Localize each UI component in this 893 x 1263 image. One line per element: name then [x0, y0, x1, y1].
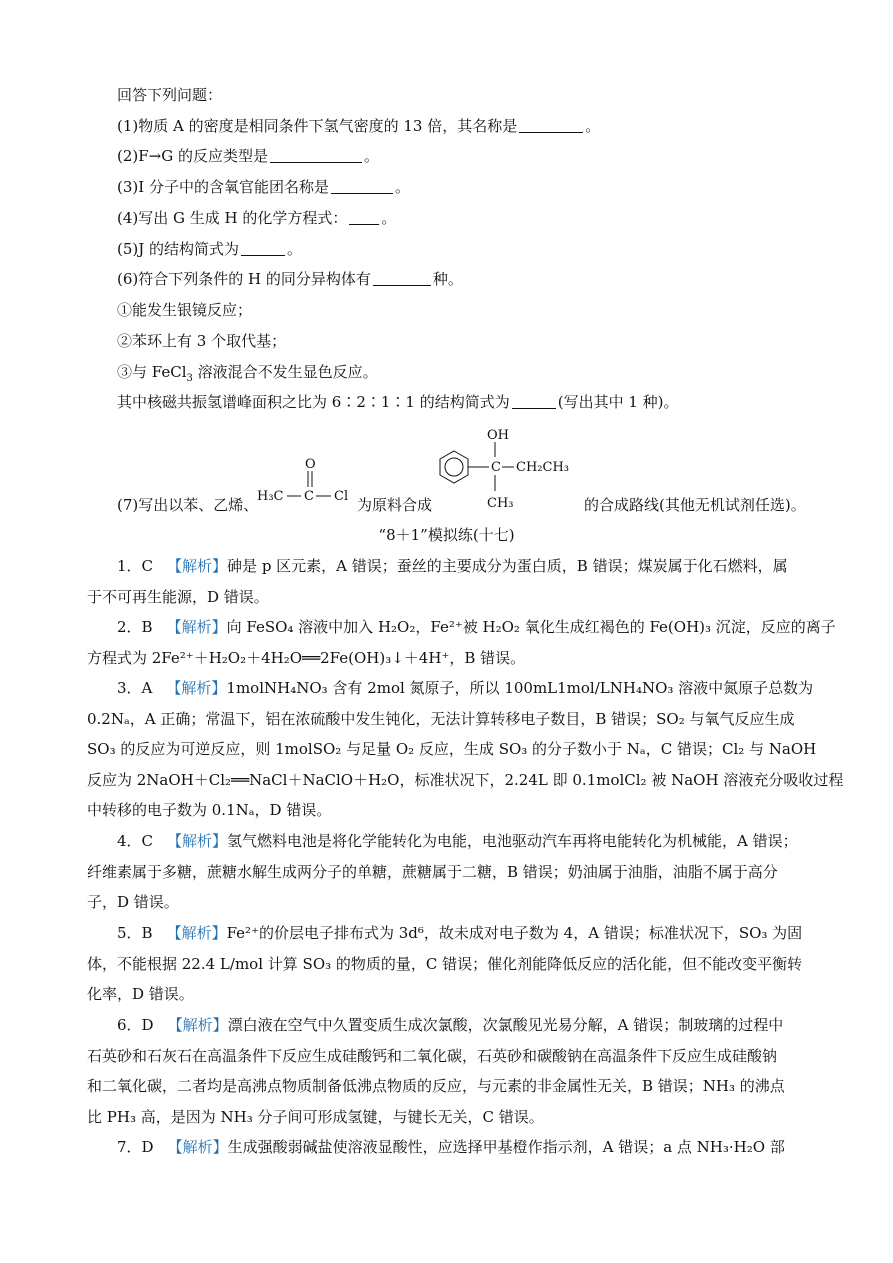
answer-text-line: 纤维素属于多糖，蔗糖水解生成两分子的单糖，蔗糖属于二糖，B 错误；奶油属于油脂，油脂不属于高分 [87, 862, 778, 881]
answer-item [117, 1137, 785, 1157]
analysis-tag: 【解析】 [167, 832, 228, 850]
answer-item [117, 1015, 783, 1035]
answer-text: Fe²⁺的价层电子排布式为 3d⁶，故未成对电子数为 4，A 错误；标准状况下，SO₃ 为固 [226, 924, 803, 942]
analysis-tag: 【解析】 [166, 924, 227, 942]
question-7-end: 的合成路线(其他无机试剂任选)。 [584, 496, 806, 514]
question-3 [117, 177, 410, 197]
condition-3-rest: 溶液混合不发生显色反应。 [192, 363, 378, 381]
oxygen-label: O [305, 457, 316, 472]
answer-text-line: 0.2Nₐ，A 正确；常温下，铝在浓硫酸中发生钝化，无法计算转移电子数目，B 错误；SO₂ 与氧气反应生成 [87, 709, 795, 728]
answer-text-line: 方程式为 2Fe²⁺＋H₂O₂＋4H₂O══2Fe(OH)₃↓＋4H⁺，B 错误。 [87, 648, 526, 667]
target-product-structure [434, 425, 584, 515]
answer-text-line: 和二氧化碳，二者均是高沸点物质制备低沸点物质的反应，与元素的非金属性无关，B 错误；NH₃ 的沸点 [87, 1077, 785, 1096]
answer-text-line: 石英砂和石灰石在高温条件下反应生成硅酸钙和二氧化碳，石英砂和碳酸钠在高温条件下反应生成硅酸钠 [87, 1046, 778, 1065]
oh-label: OH [487, 428, 509, 443]
question-1 [117, 116, 600, 136]
answer-text-line: 子，D 错误。 [87, 893, 179, 912]
nmr-text: 其中核磁共振氢谱峰面积之比为 6∶2∶1∶1 的结构简式为 [117, 393, 510, 411]
answer-text-line: SO₃ 的反应为可逆反应，则 1molSO₂ 与足量 O₂ 反应，生成 SO₃ 的分子数小于 Nₐ，C 错误；Cl₂ 与 NaOH [87, 740, 817, 759]
question-1-end: 。 [585, 117, 601, 135]
answer-item [117, 923, 802, 943]
question-7-text: (7)写出以苯、乙烯、 [117, 496, 259, 514]
analysis-tag: 【解析】 [166, 618, 227, 636]
question-2 [117, 146, 379, 166]
h3c-label: H₃C [257, 489, 284, 504]
answer-number: 3．A [117, 679, 153, 697]
answer-text: 1molNH₄NO₃ 含有 2mol 氮原子，所以 100mL1mol/LNH₄NO₃ 溶液中氮原子总数为 [226, 679, 814, 697]
answer-text-line: 中转移的电子数为 0.1Nₐ，D 错误。 [87, 801, 332, 820]
analysis-tag: 【解析】 [167, 1016, 228, 1034]
answer-item [117, 831, 798, 851]
question-2-end: 。 [363, 147, 379, 165]
answer-text: 氢气燃料电池是将化学能转化为电能，电池驱动汽车再将电能转化为机械能，A 错误； [227, 832, 798, 850]
acetyl-chloride-structure [255, 450, 357, 510]
question-5-end: 。 [287, 240, 303, 258]
condition-2: ②苯环上有 3 个取代基； [117, 332, 287, 350]
answer-text-line: 体，不能根据 22.4 L/mol 计算 SO₃ 的物质的量，C 错误；催化剂能降低反应的活化能，但不能改变平衡转 [87, 954, 803, 973]
answer-text-line: 于不可再生能源，D 错误。 [87, 587, 269, 606]
question-6 [117, 269, 463, 289]
answer-text: 生成强酸弱碱盐使溶液显酸性，应选择甲基橙作指示剂，A 错误；a 点 NH₃·H₂O 部 [227, 1138, 785, 1156]
carbonyl-c-label: C [304, 489, 314, 504]
answer-blank-5[interactable] [241, 240, 285, 256]
question-6-end: 种。 [432, 270, 463, 288]
answer-text: 向 FeSO₄ 溶液中加入 H₂O₂，Fe²⁺被 H₂O₂ 氧化生成红褐色的 Fe(OH)₃ 沉淀，反应的离子 [226, 618, 836, 636]
question-7 [117, 495, 258, 515]
answer-item [117, 556, 788, 576]
intro-text: 回答下列问题： [117, 86, 223, 104]
answer-number: 6．D [117, 1016, 154, 1034]
answer-number: 5．B [117, 924, 153, 942]
condition-1: ①能发生银镜反应； [117, 301, 253, 319]
answer-blank-1[interactable] [519, 117, 583, 133]
nmr-end: (写出其中 1 种)。 [557, 393, 679, 411]
question-1-text: (1)物质 A 的密度是相同条件下氢气密度的 13 倍，其名称是 [117, 117, 518, 135]
analysis-tag: 【解析】 [167, 557, 228, 575]
answer-number: 1．C [117, 557, 154, 575]
question-3-end: 。 [394, 178, 410, 196]
answer-blank-6[interactable] [373, 270, 431, 286]
question-4 [117, 208, 396, 228]
benzene-inner-circle [445, 458, 463, 476]
question-7-mid: 为原料合成 [357, 496, 433, 514]
condition-3 [117, 362, 378, 382]
condition-3-subscript: 3 [186, 373, 193, 384]
central-c-label: C [491, 460, 501, 475]
answer-text: 漂白液在空气中久置变质生成次氯酸，次氯酸见光易分解，A 错误；制玻璃的过程中 [227, 1016, 784, 1034]
answer-item [117, 617, 836, 637]
answer-number: 2．B [117, 618, 153, 636]
answer-blank-nmr[interactable] [512, 393, 556, 409]
question-4-end: 。 [381, 209, 397, 227]
answer-text-line: 反应为 2NaOH＋Cl₂══NaCl＋NaClO＋H₂O，标准状况下，2.24L 即 0.1molCl₂ 被 NaOH 溶液充分吸收过程 [87, 770, 844, 789]
answer-text-line: 比 PH₃ 高，是因为 NH₃ 分子间可形成氢键，与键长无关，C 错误。 [87, 1107, 544, 1126]
condition-3-text: ③与 FeCl [117, 363, 187, 381]
section-title: “8＋1”模拟练(十七) [378, 526, 515, 544]
question-6-text: (6)符合下列条件的 H 的同分异构体有 [117, 270, 371, 288]
benzene-ring [440, 451, 468, 483]
answer-number: 4．C [117, 832, 154, 850]
question-3-text: (3)I 分子中的含氧官能团名称是 [117, 178, 329, 196]
methyl-label: CH₃ [487, 496, 514, 511]
ethyl-label: CH₂CH₃ [516, 460, 569, 475]
question-5 [117, 239, 302, 259]
answer-text: 砷是 p 区元素，A 错误；蚕丝的主要成分为蛋白质，B 错误；煤炭属于化石燃料，属 [227, 557, 788, 575]
analysis-tag: 【解析】 [166, 679, 227, 697]
question-4-text: (4)写出 G 生成 H 的化学方程式： [117, 209, 348, 227]
question-2-text: (2)F→G 的反应类型是 [117, 147, 268, 165]
nmr-question [117, 392, 679, 412]
analysis-tag: 【解析】 [167, 1138, 228, 1156]
answer-blank-3[interactable] [331, 178, 393, 194]
answer-blank-4[interactable] [349, 209, 379, 225]
answer-blank-2[interactable] [270, 147, 362, 163]
answer-text-line: 化率，D 错误。 [87, 985, 194, 1004]
chlorine-label: Cl [334, 489, 349, 504]
answer-number: 7．D [117, 1138, 154, 1156]
question-5-text: (5)J 的结构简式为 [117, 240, 240, 258]
answer-item [117, 678, 813, 698]
